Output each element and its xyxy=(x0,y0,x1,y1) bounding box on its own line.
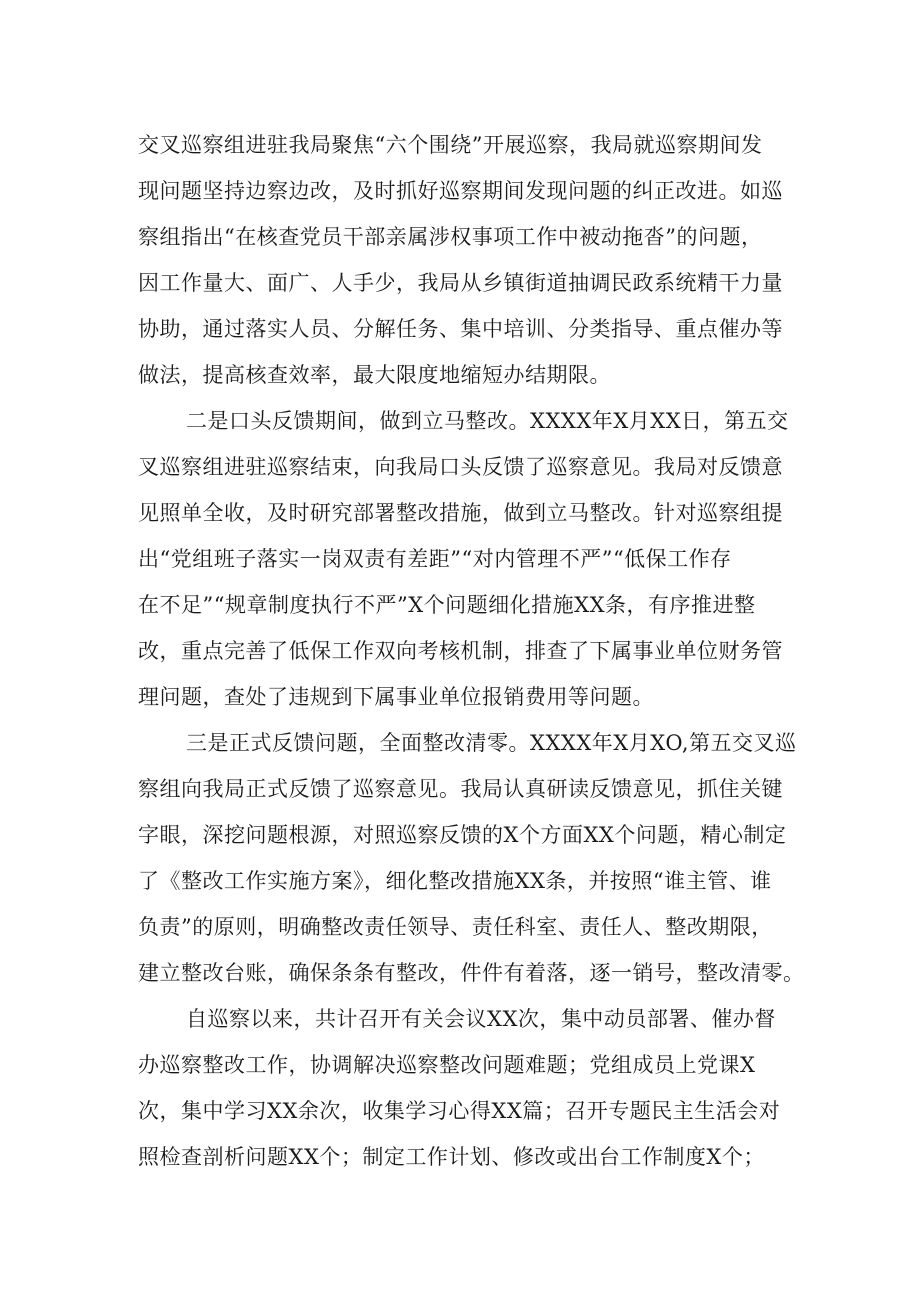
paragraph-line: 二是口头反馈期间，做到立马整改。XXXX年X月XX日，第五交 xyxy=(186,409,789,433)
paragraph-line: 照检查剖析问题XX个；制定工作计划、修改或出台工作制度X个； xyxy=(138,1145,765,1169)
paragraph-line: 建立整改台账，确保条条有整改，件件有着落，逐一销号，整改清零。 xyxy=(138,961,805,985)
paragraph-line: 叉巡察组进驻巡察结束，向我局口头反馈了巡察意见。我局对反馈意 xyxy=(138,455,783,479)
paragraph-line: 字眼，深挖问题根源，对照巡察反馈的X个方面XX个问题，精心制定 xyxy=(138,823,787,847)
paragraph-line: 察组向我局正式反馈了巡察意见。我局认真研读反馈意见，抓住关键 xyxy=(138,777,783,801)
paragraph-line: 次，集中学习XX余次，收集学习心得XX篇；召开专题民主生活会对 xyxy=(138,1099,781,1123)
paragraph-line: 做法，提高核查效率，最大限度地缩短办结期限。 xyxy=(138,363,611,387)
paragraph-line: 办巡察整改工作，协调解决巡察整改问题难题；党组成员上党课X xyxy=(138,1053,756,1077)
paragraph-line: 现问题坚持边察边改，及时抓好巡察期间发现问题的纠正改进。如巡 xyxy=(138,179,783,203)
paragraph-line: 出“党组班子落实一岗双责有差距”“对内管理不严”“低保工作存 xyxy=(138,547,732,571)
paragraph-line: 负责”的原则，明确整改责任领导、责任科室、责任人、整改期限， xyxy=(138,915,773,939)
paragraph-line: 自巡察以来，共计召开有关会议XX次，集中动员部署、催办督 xyxy=(186,1007,776,1031)
paragraph-line: 因工作量大、面广、人手少，我局从乡镇街道抽调民政系统精干力量 xyxy=(138,271,783,295)
paragraph-line: 交叉巡察组进驻我局聚焦“六个围绕”开展巡察，我局就巡察期间发 xyxy=(138,133,763,157)
paragraph-line: 察组指出“在核查党员干部亲属涉权事项工作中被动拖沓”的问题， xyxy=(138,225,763,249)
paragraph-line: 了《整改工作实施方案》，细化整改措施XX条，并按照“谁主管、谁 xyxy=(138,869,772,893)
paragraph-line: 三是正式反馈问题，全面整改清零。XXXX年X月XO,第五交叉巡 xyxy=(186,731,797,755)
paragraph-line: 协助，通过落实人员、分解任务、集中培训、分类指导、重点催办等 xyxy=(138,317,783,341)
paragraph-line: 见照单全收，及时研究部署整改措施，做到立马整改。针对巡察组提 xyxy=(138,501,783,525)
paragraph-line: 理问题，查处了违规到下属事业单位报销费用等问题。 xyxy=(138,685,654,709)
paragraph-line: 在不足”“规章制度执行不严”X个问题细化措施XX条，有序推进整 xyxy=(138,593,756,617)
paragraph-line: 改，重点完善了低保工作双向考核机制，排查了下属事业单位财务管 xyxy=(138,639,783,663)
